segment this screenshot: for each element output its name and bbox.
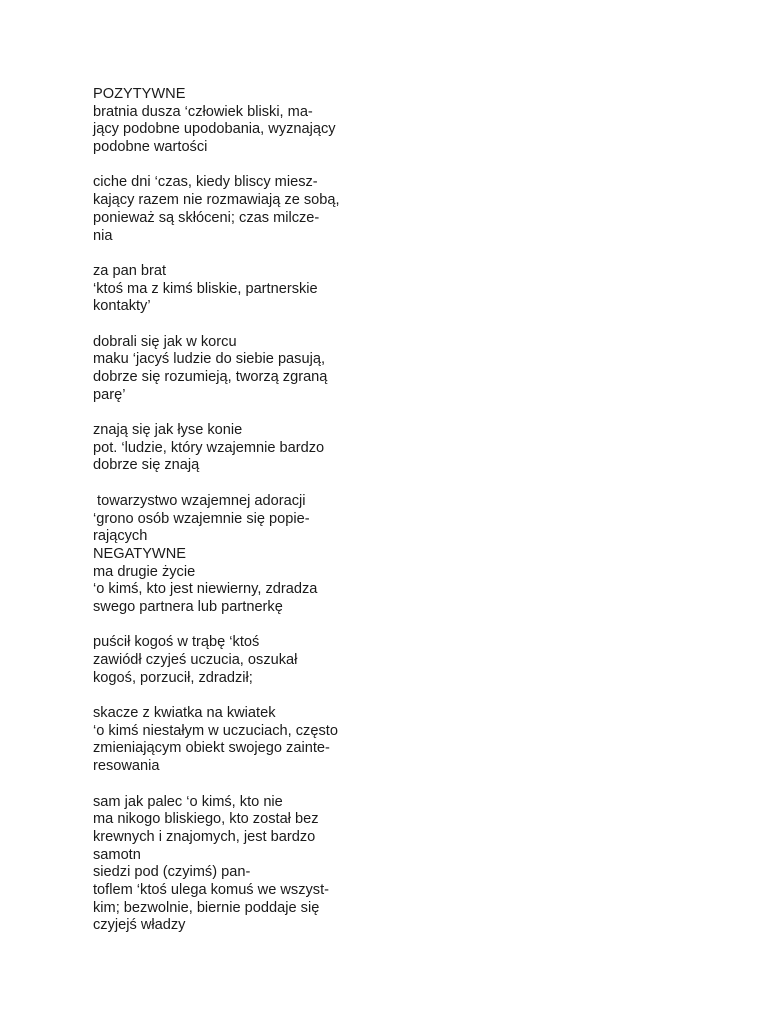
- entry-line: swego partnera lub partnerkę: [93, 598, 283, 615]
- section-heading-negative: NEGATYWNE: [93, 545, 186, 562]
- entry-line: znają się jak łyse konie: [93, 422, 243, 439]
- entry-line: pot. ‘ludzie, który wzajemnie bardzo: [93, 439, 325, 456]
- entry-line: dobrali się jak w korcu: [93, 333, 237, 350]
- entry-line: ‘ktoś ma z kimś bliskie, partnerskie: [93, 280, 318, 297]
- entry-bratnia-dusza: [93, 104, 363, 157]
- entry-line: samotn: [93, 846, 141, 863]
- entry-line: sam jak palec ‘o kimś, kto nie: [93, 793, 283, 810]
- entry-line: ma drugie życie: [93, 563, 196, 580]
- entry-line: kający razem nie rozmawiają ze sobą,: [93, 192, 340, 209]
- entry-line: jący podobne upodobania, wyznający: [93, 121, 336, 138]
- entry-line: parę’: [93, 386, 126, 403]
- entry-za-pan-brat: [93, 263, 363, 316]
- entry-line: podobne wartości: [93, 139, 208, 156]
- spacer: [93, 617, 363, 635]
- entry-line: puścił kogoś w trąbę ‘ktoś: [93, 634, 260, 651]
- entry-line: ‘o kimś, kto jest niewierny, zdradza: [93, 581, 318, 598]
- entry-dobrali-sie: [93, 334, 363, 405]
- spacer: [93, 404, 363, 422]
- entry-line: dobrze się znają: [93, 457, 200, 474]
- entry-line: zmieniającym obiekt swojego zainte-: [93, 740, 330, 757]
- entry-line: kim; bezwolnie, biernie poddaje się: [93, 899, 320, 916]
- entry-line: siedzi pod (czyimś) pan-: [93, 864, 251, 881]
- entry-line: maku ‘jacyś ludzie do siebie pasują,: [93, 351, 326, 368]
- document-page: [93, 86, 363, 935]
- entry-line: zawiódł czyjeś uczucia, oszukał: [93, 652, 298, 668]
- entry-line: za pan brat: [93, 262, 167, 279]
- entry-line: bratnia dusza ‘człowiek bliski, ma-: [93, 103, 313, 120]
- entry-line: ‘o kimś niestałym w uczuciach, często: [93, 722, 338, 739]
- entry-line: czyjejś władzy: [93, 917, 186, 934]
- entry-line: nia: [93, 227, 113, 244]
- entry-line: rających: [93, 528, 148, 545]
- section-heading-positive: POZYTYWNE: [93, 86, 186, 102]
- entry-line: resowania: [93, 758, 160, 775]
- spacer: [93, 157, 363, 175]
- spacer: [93, 245, 363, 263]
- entry-line: towarzystwo wzajemnej adoracji: [93, 492, 306, 509]
- entry-skacze-z-kwiatka: [93, 705, 363, 776]
- entry-puscil-w-trabe: [93, 634, 363, 687]
- entry-line: kogoś, porzucił, zdradził;: [93, 669, 253, 686]
- entry-sam-jak-palec: [93, 794, 363, 936]
- entry-znaja-sie: [93, 422, 363, 475]
- entry-line: ciche dni ‘czas, kiedy bliscy miesz-: [93, 174, 318, 191]
- entry-towarzystwo: [93, 493, 363, 546]
- entry-line: ponieważ są skłóceni; czas milcze-: [93, 209, 320, 226]
- spacer: [93, 776, 363, 794]
- entry-ma-drugie-zycie: [93, 564, 363, 617]
- entry-line: skacze z kwiatka na kwiatek: [93, 705, 276, 722]
- entry-line: toflem ‘ktoś ulega komuś we wszyst-: [93, 881, 330, 898]
- entry-line: dobrze się rozumieją, tworzą zgraną: [93, 369, 328, 385]
- entry-line: krewnych i znajomych, jest bardzo: [93, 828, 316, 845]
- spacer: [93, 687, 363, 705]
- entry-ciche-dni: [93, 174, 363, 245]
- entry-line: kontakty’: [93, 298, 151, 315]
- entry-line: ‘grono osób wzajemnie się popie-: [93, 510, 310, 527]
- entry-line: ma nikogo bliskiego, kto został bez: [93, 811, 319, 828]
- spacer: [93, 316, 363, 334]
- spacer: [93, 475, 363, 493]
